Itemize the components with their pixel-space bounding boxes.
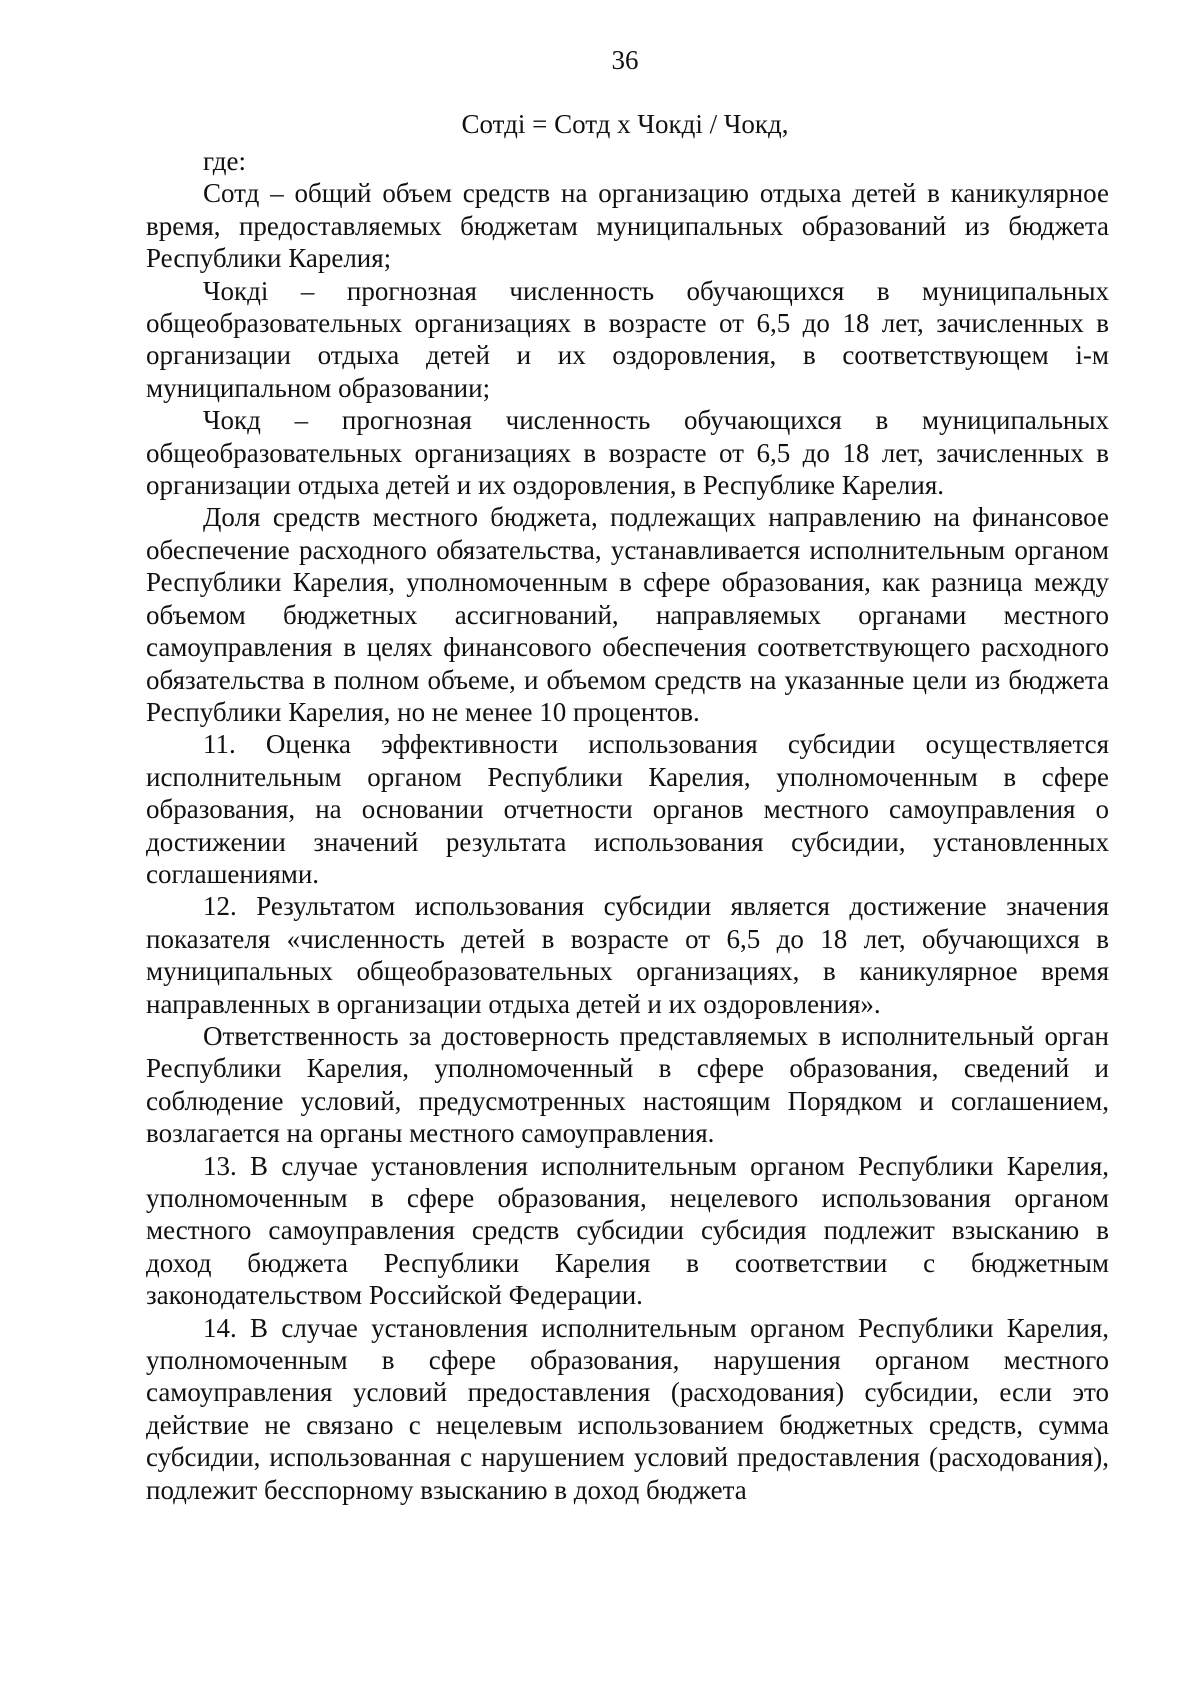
paragraph-item-11: 11. Оценка эффективности использования субсидии осуществляется исполнительным органом Республики Карелия, уполномоченным в сфере образования, на основании отчетности органов местного самоуправления о достижении значений результата использования субсидии, установленных соглашениями. xyxy=(146,729,1109,889)
paragraph-chokd-definition: Чокд – прогнозная численность обучающихся в муниципальных общеобразовательных организациях в возрасте от 6,5 до 18 лет, зачисленных в организации отдыха детей и их оздоровления, в Республике Карелия. xyxy=(146,405,1109,501)
paragraph-sotd-definition: Сотд – общий объем средств на организацию отдыха детей в каникулярное время, предоставляемых бюджетам муниципальных образований из бюджета Республики Карелия; xyxy=(146,178,1109,274)
page-number: 36 xyxy=(611,45,639,75)
paragraph-local-budget-share: Доля средств местного бюджета, подлежащих направлению на финансовое обеспечение расходного обязательства, устанавливается исполнительным органом Республики Карелия, уполномоченным в сфере образования, как разница между объемом бюджетных ассигнований, направляемых органами местного самоуправления в целях финансового обеспечения соответствующего расходного обязательства в полном объеме, и объемом средств на указанные цели из бюджета Республики Карелия, но не менее 10 процентов. xyxy=(146,502,1109,727)
paragraph-item-13: 13. В случае установления исполнительным органом Республики Карелия, уполномоченным в сфере образования, нецелевого использования органом местного самоуправления средств субсидии субсидия подлежит взысканию в доход бюджета Республики Карелия в соответствии с бюджетным законодательством Российской Федерации. xyxy=(146,1150,1109,1311)
paragraph-where: где: xyxy=(203,146,246,176)
paragraph-item-12: 12. Результатом использования субсидии является достижение значения показателя «численность детей в возрасте от 6,5 до 18 лет, обучающихся в муниципальных общеобразовательных организациях, в каникулярное время направленных в организации отдыха детей и их оздоровления». xyxy=(146,891,1109,1019)
paragraph-item-14: 14. В случае установления исполнительным органом Республики Карелия, уполномоченным в сфере образования, нарушения органом местного самоуправления условий предоставления (расходования) субсидии, если это действие не связано с нецелевым использованием бюджетных средств, сумма субсидии, использованная с нарушением условий предоставления (расходования), подлежит бесспорному взысканию в доход бюджета xyxy=(146,1312,1109,1505)
formula: Сотдi = Сотд х Чокдi / Чокд, xyxy=(461,109,789,139)
paragraph-chokdi-definition: Чокдi – прогнозная численность обучающихся в муниципальных общеобразовательных организациях в возрасте от 6,5 до 18 лет, зачисленных в организации отдыха детей и их оздоровления, в соответствующем i-м муниципальном образовании; xyxy=(146,275,1109,403)
paragraph-responsibility: Ответственность за достоверность представляемых в исполнительный орган Республики Карелия, уполномоченный в сфере образования, сведений и соблюдение условий, предусмотренных настоящим Порядком и соглашением, возлагается на органы местного самоуправления. xyxy=(146,1020,1109,1149)
body-text xyxy=(146,145,1109,1506)
